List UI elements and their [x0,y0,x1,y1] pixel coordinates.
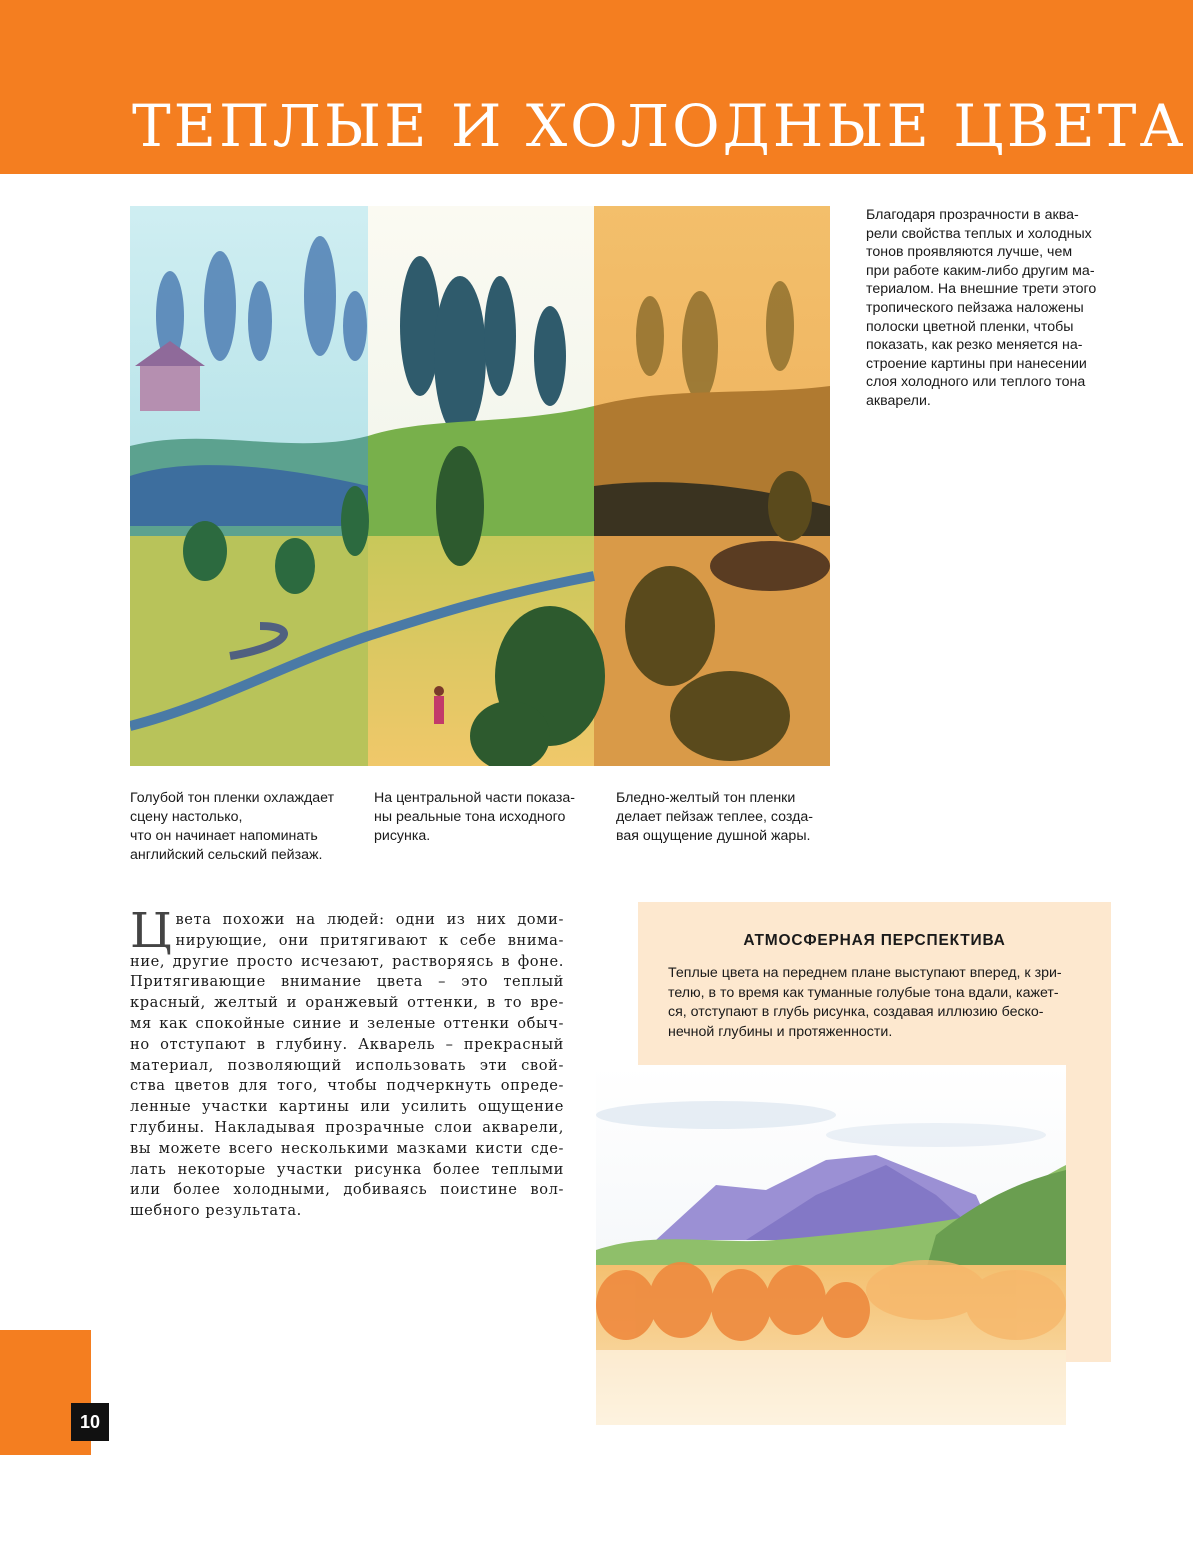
body-line: нирующие, они притягивают к себе внима- [175,931,564,949]
body-line: ленные участки картины или усилить ощущение [130,1098,564,1116]
landscape-painting [130,206,830,766]
caption-line: На центральной части показа- [374,790,575,806]
body-line: ние, другие просто исчезают, растворяясь в фоне. [130,952,564,970]
sidebar-line: телю, в то время как туманные голубые тона вдали, кажет- [668,984,1059,1001]
page-title: ТЕПЛЫЕ И ХОЛОДНЫЕ ЦВЕТА [132,92,1187,160]
sidebar-line: нечной глубины и протяженности. [668,1023,893,1040]
intro-paragraph [866,206,1134,411]
page-number: 10 [71,1403,109,1441]
intro-line: слоя холодного или теплого тона [866,374,1086,391]
body-line: красный, желтый и оранжевый оттенки, в то вре- [130,994,564,1012]
sidebar-title: АТМОСФЕРНАЯ ПЕРСПЕКТИВА [743,932,1006,949]
body-line: вы можете всего несколькими мазками кисти сде- [130,1139,564,1157]
caption-line: что он начинает напоминать [130,828,318,844]
body-line: шебного результата. [130,1202,302,1220]
intro-line: тонов проявляются лучше, чем [866,244,1073,261]
intro-line: показать, как резко меняется на- [866,337,1083,354]
intro-line: строение картины при нанесении [866,355,1087,372]
body-line: Притягивающие внимание цвета – это теплый [130,973,564,991]
mountain-watercolor [596,1065,1066,1425]
body-line: глубины. Накладывая прозрачные слои акварели, [130,1118,564,1136]
body-line: ства цветов для того, чтобы подчеркнуть опреде- [130,1077,564,1095]
caption-line: рисунка. [374,828,431,844]
caption-line: вая ощущение душной жары. [616,828,811,844]
caption-center [374,789,594,846]
caption-line: Голубой тон пленки охлаждает [130,790,335,806]
caption-line: сцену настолько, [130,809,243,825]
intro-line: полоски цветной пленки, чтобы [866,318,1074,335]
sidebar-line: ся, отступают в глубь рисунка, создавая иллюзию беско- [668,1004,1044,1020]
caption-line: Бледно-желтый тон пленки [616,790,796,806]
body-line: но отступают в глубину. Акварель – прекрасный [130,1035,564,1053]
caption-line: делает пейзаж теплее, созда- [616,809,813,825]
intro-line: тропического пейзажа наложены [866,299,1084,316]
body-line: лать некоторые участки рисунка более теплыми [130,1160,564,1178]
caption-line: ны реальные тона исходного [374,809,566,825]
body-line: мя как спокойные синие и зеленые оттенки обыч- [130,1014,564,1032]
intro-line: рели свойства теплых и холодных [866,225,1092,242]
intro-line: териалом. На внешние трети этого [866,281,1097,298]
intro-line: Благодаря прозрачности в аква- [866,207,1079,223]
drop-cap: Ц [130,903,173,959]
caption-line: английский сельский пейзаж. [130,847,323,863]
header-bar [0,0,1193,174]
intro-line: при работе каким-либо другим ма- [866,262,1095,279]
sidebar-line: Теплые цвета на переднем плане выступают вперед, к зри- [668,965,1062,981]
body-line: вета похожи на людей: одни из них доми- [175,911,564,928]
body-text [130,903,564,1222]
body-line: или более холодными, добиваясь поистине вол- [130,1181,564,1199]
caption-left [130,789,350,865]
caption-right [616,789,836,846]
intro-line: акварели. [866,392,931,409]
body-line: материал, позволяющий использовать эти свой- [130,1056,564,1074]
sidebar-text [668,964,1088,1042]
